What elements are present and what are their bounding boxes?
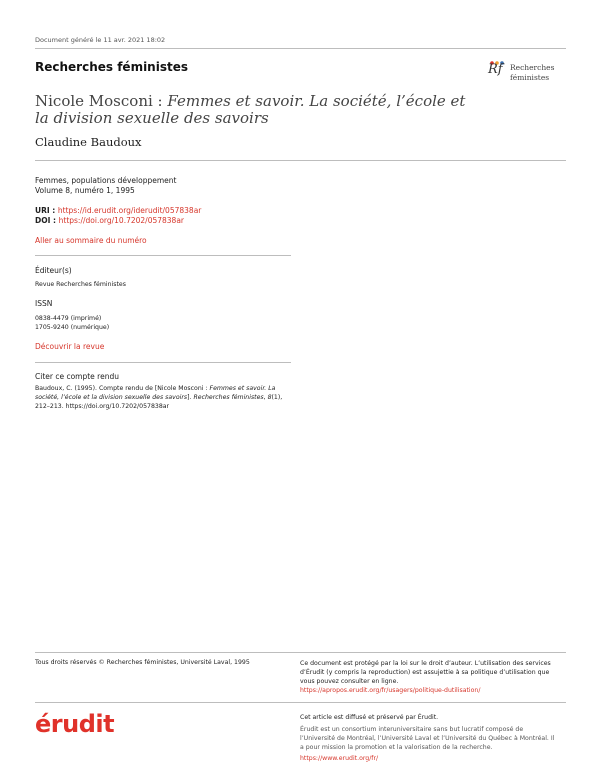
doi-line: DOI : https://doi.org/10.7202/057838ar (35, 216, 185, 225)
journal-logo (488, 60, 568, 90)
copyright-notice: Ce document est protégé par la loi sur le droit d’auteur. L’utilisation des services d’Érudit (y compris la reproduction) est assujettie à sa politique d’utilisation que vous pouvez consulter en ligne. https://apropos.erudit.org/fr/usagers/politique-dutilisation/ (300, 659, 558, 695)
rights-notice: Tous droits réservés © Recherches féministes, Université Laval, 1995 (35, 659, 250, 666)
article-author: Claudine Baudoux (35, 135, 142, 149)
logo-name: Recherches féministes (510, 63, 555, 82)
summary-link[interactable]: Aller au sommaire du numéro (35, 236, 147, 245)
issn-digital: 1705-9240 (numérique) (35, 324, 110, 331)
publisher-heading: Éditeur(s) (35, 266, 72, 275)
generated-date: Document généré le 11 avr. 2021 18:02 (35, 36, 166, 44)
divider-2 (35, 362, 291, 363)
doi-link[interactable]: https://doi.org/10.7202/057838ar (58, 216, 185, 225)
issn-print: 0838-4479 (imprimé) (35, 315, 102, 322)
title-divider (35, 160, 566, 161)
uri-line: URI : https://id.erudit.org/iderudit/057838ar (35, 206, 202, 215)
policy-link[interactable]: https://apropos.erudit.org/fr/usagers/politique-dutilisation/ (300, 687, 481, 694)
erudit-info (300, 713, 558, 763)
logo-abbr: Rf (488, 62, 503, 77)
discover-link[interactable]: Découvrir la revue (35, 342, 105, 351)
erudit-description: Érudit est un consortium interuniversitaire sans but lucratif composé de l’Université de Montréal, l’Université Laval et l’Université du Québec à Montréal. Il a pour mission la promotion et la valorisation de la recherche. (300, 726, 555, 751)
erudit-logo: érudit (35, 710, 115, 738)
citation-text: Baudoux, C. (1995). Compte rendu de [Nicole Mosconi : Femmes et savoir. La société, l’école et la division sexuelle des savoirs]. Recherches féministes, 8(1), 212–213. https://doi.org/10.7202/057838ar (35, 385, 283, 410)
erudit-heading: Cet article est diffusé et préservé par Érudit. (300, 714, 439, 721)
journal-title: Recherches féministes (35, 60, 188, 74)
article-title: Nicole Mosconi : Femmes et savoir. La société, l’école et la division sexuelle des savoirs (35, 92, 466, 127)
cite-heading: Citer ce compte rendu (35, 372, 119, 381)
footer-divider (35, 652, 566, 653)
publisher-name: Revue Recherches féministes (35, 281, 126, 288)
top-divider (35, 48, 566, 49)
issue-series: Femmes, populations développement (35, 176, 177, 185)
issn-heading: ISSN (35, 299, 53, 308)
erudit-link[interactable]: https://www.erudit.org/fr/ (300, 755, 379, 762)
erudit-divider (35, 702, 566, 703)
uri-link[interactable]: https://id.erudit.org/iderudit/057838ar (57, 206, 202, 215)
issue-volume: Volume 8, numéro 1, 1995 (35, 186, 135, 195)
divider-1 (35, 255, 291, 256)
